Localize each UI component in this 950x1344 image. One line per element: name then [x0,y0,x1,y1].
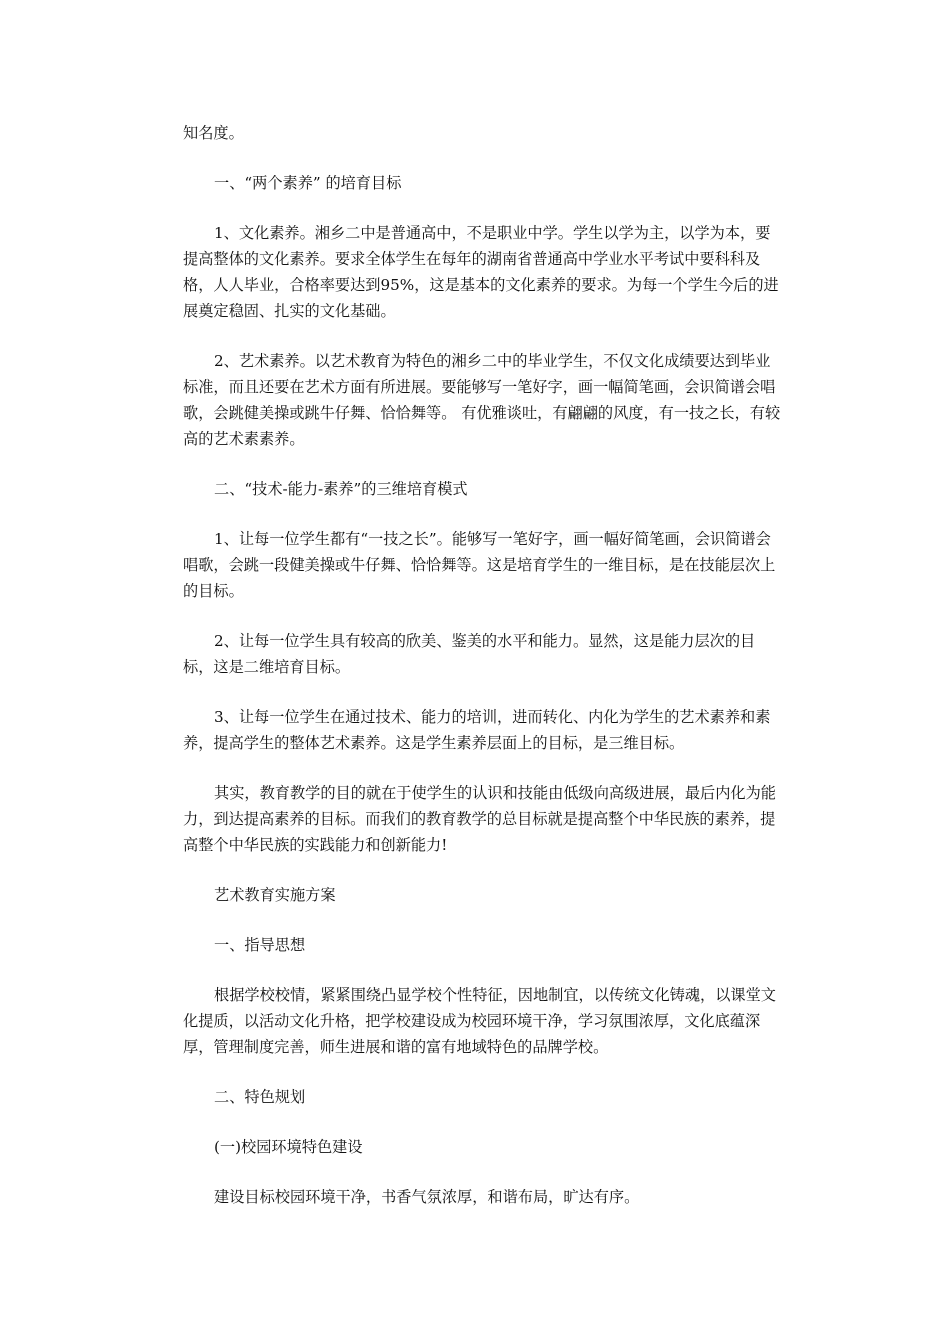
heading-campus-environment: (一)校园环境特色建设 [214,1138,363,1156]
paragraph-artistic-quality: 2、艺术素养。以艺术教育为特色的湘乡二中的毕业学生，不仅文化成绩要达到毕业标准，而且还要在艺术方面有所进展。要能够写一笔好字，画一幅简笔画，会识简谱会唱歌，会跳健美操或跳牛仔舞、恰恰舞等。 有优雅谈吐，有翩翩的风度，有一技之长，有较高的艺术素素养。 [183,352,781,448]
paragraph-guiding-ideology: 根据学校校情，紧紧围绕凸显学校个性特征，因地制宜，以传统文化铸魂，以课堂文化提质，以活动文化升格，把学校建设成为校园环境干净，学习氛围浓厚，文化底蕴深厚，管理制度完善，师生进展和谐的富有地域特色的品牌学校。 [183,986,776,1056]
paragraph-dimension-two: 2、让每一位学生具有较高的欣美、鉴美的水平和能力。显然，这是能力层次的目标，这是二维培育目标。 [183,632,756,676]
document-page [183,120,783,1234]
paragraph-continuation: 知名度。 [183,124,244,142]
paragraph-cultural-quality: 1、文化素养。湘乡二中是普通高中，不是职业中学。学生以学为主，以学为本，要提高整体的文化素养。要求全体学生在每年的湖南省普通高中学业水平考试中要科科及格，人人毕业，合格率要达到95%，这是基本的文化素养的要求。为每一个学生今后的进展奠定稳固、扎实的文化基础。 [183,224,779,320]
heading-three-dimensional-model: 二、“技术-能力-素养”的三维培育模式 [214,480,468,498]
heading-feature-planning: 二、特色规划 [214,1088,306,1106]
heading-two-qualities: 一、“两个素养” 的培育目标 [214,174,402,192]
paragraph-dimension-one: 1、让每一位学生都有“一技之长”。能够写一笔好字，画一幅好简笔画，会识简谱会唱歌，会跳一段健美操或牛仔舞、恰恰舞等。这是培育学生的一维目标，是在技能层次上的目标。 [183,530,776,600]
heading-implementation-plan: 艺术教育实施方案 [214,886,336,904]
paragraph-dimension-three: 3、让每一位学生在通过技术、能力的培训，进而转化、内化为学生的艺术素养和素养，提高学生的整体艺术素养。这是学生素养层面上的目标，是三维目标。 [183,708,771,752]
paragraph-construction-goal: 建设目标校园环境干净，书香气氛浓厚，和谐布局，旷达有序。 [214,1188,640,1206]
paragraph-summary: 其实，教育教学的目的就在于使学生的认识和技能由低级向高级进展，最后内化为能力，到达提高素养的目标。而我们的教育教学的总目标就是提高整个中华民族的素养，提高整个中华民族的实践能力和创新能力! [183,784,776,854]
heading-guiding-ideology: 一、指导思想 [214,936,306,954]
